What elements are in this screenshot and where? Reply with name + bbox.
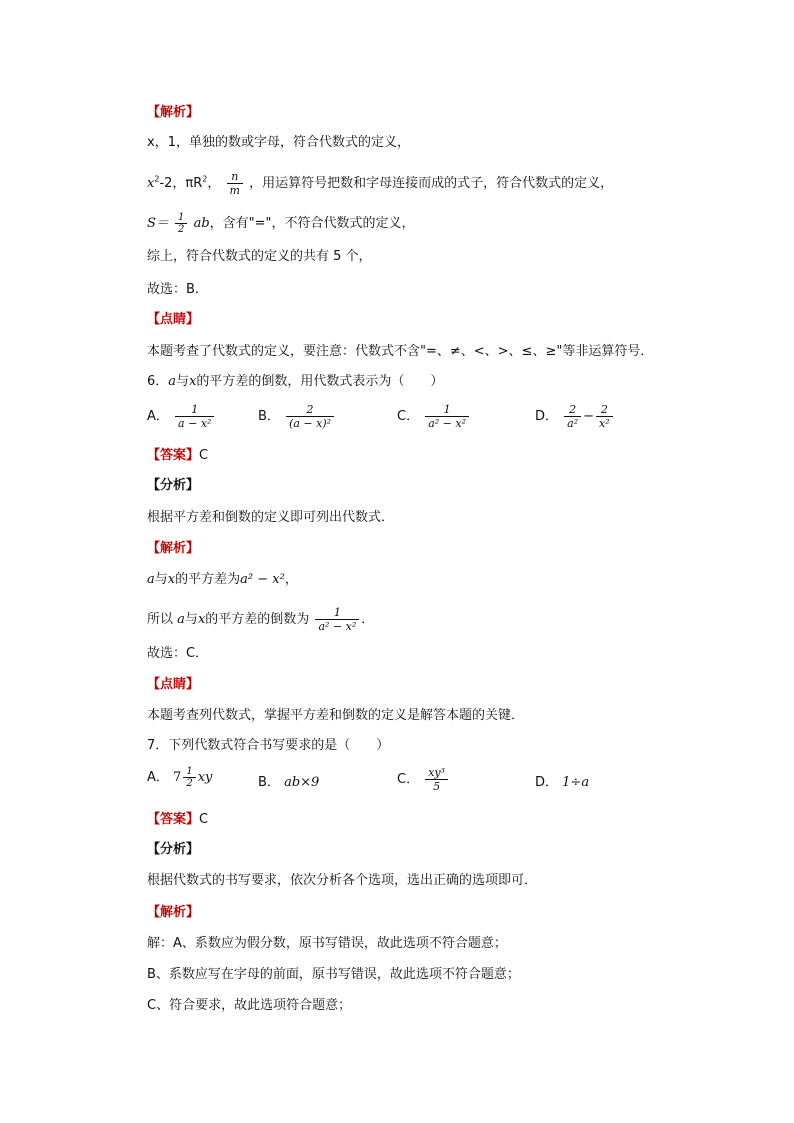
fraction: $\frac{\text{xy³}}{5}$ bbox=[425, 766, 448, 793]
fraction: $\frac{1}{2}$ bbox=[183, 766, 195, 789]
option-c: C． $\frac{1}{\text{a² − x²}}$ bbox=[397, 403, 471, 430]
fraction: $\frac{1}{\text{a² − x²}}$ bbox=[315, 606, 359, 633]
option-d: D． $\frac{2}{\text{a²}}$ − $\frac{2}{\text{x²}}$ bbox=[535, 403, 615, 430]
answer-line: 【答案】C bbox=[147, 812, 209, 827]
question-6-stem: 6．a与x的平方差的倒数，用代数式表示为（ ） bbox=[147, 374, 444, 389]
option-d: D． 1÷a bbox=[535, 775, 590, 790]
text-line: 故选：B． bbox=[147, 282, 208, 297]
fraction: $\frac{n}{m}$ bbox=[227, 170, 243, 197]
text-line: 故选：C． bbox=[147, 646, 209, 661]
option-c: C． $\frac{\text{xy³}}{5}$ bbox=[397, 766, 450, 793]
option-b: B． ab×9 bbox=[258, 775, 320, 790]
text-line: 所以 a与x的平方差的倒数为 $\frac{1}{\text{a² − x²}}$ ． bbox=[147, 606, 375, 633]
text-line: C、符合要求，故此选项符合题意； bbox=[147, 998, 352, 1013]
option-a: A． $\frac{1}{\text{a − x²}}$ bbox=[147, 403, 216, 430]
text-line: 解：A、系数应为假分数，原书写错误，故此选项不符合题意； bbox=[147, 936, 507, 951]
text-line: B、系数应写在字母的前面，原书写错误，故此选项不符合题意； bbox=[147, 967, 520, 982]
text-line: 根据平方差和倒数的定义即可列出代数式． bbox=[147, 510, 395, 525]
heading-jiexi: 【解析】 bbox=[147, 905, 200, 920]
heading-dianjing: 【点睛】 bbox=[147, 312, 200, 327]
text-line: $x^2-2$，$\pi R^2$， $\frac{n}{m}$ ，用运算符号把数和字母连接而成的式子，符合代数式的定义， bbox=[147, 170, 614, 197]
heading-fenxi: 【分析】 bbox=[147, 842, 200, 857]
heading-jiexi: 【解析】 bbox=[147, 105, 200, 120]
option-a: A． 7 $\frac{1}{2}$ xy bbox=[147, 766, 213, 789]
fraction: $\frac{2}{\text{x²}}$ bbox=[596, 403, 613, 430]
heading-jiexi: 【解析】 bbox=[147, 541, 200, 556]
option-b: B． $\frac{2}{\text{(a − x)²}}$ bbox=[258, 403, 336, 430]
question-7-stem: 7．下列代数式符合书写要求的是（ ） bbox=[147, 738, 390, 753]
fraction: $\frac{1}{\text{a − x²}}$ bbox=[175, 403, 214, 430]
fraction: $\frac{1}{\text{a² − x²}}$ bbox=[425, 403, 469, 430]
answer-line: 【答案】C bbox=[147, 448, 209, 463]
fraction: $\frac{2}{\text{(a − x)²}}$ bbox=[286, 403, 334, 430]
text-line: 综上，符合代数式的定义的共有 5 个， bbox=[147, 249, 372, 264]
heading-dianjing: 【点睛】 bbox=[147, 677, 200, 692]
text-line: x，1，单独的数或字母，符合代数式的定义， bbox=[147, 135, 410, 150]
text-line: 根据代数式的书写要求，依次分析各个选项，选出正确的选项即可． bbox=[147, 873, 538, 888]
text-line: a与x的平方差为a² − x²， bbox=[147, 572, 298, 587]
text-line: S＝ $\frac{1}{2}$ ab，含有"="，不符合代数式的定义， bbox=[147, 212, 415, 235]
text-line: 本题考查列代数式，掌握平方差和倒数的定义是解答本题的关键． bbox=[147, 708, 525, 723]
fraction: $\frac{1}{2}$ bbox=[175, 212, 187, 235]
text-line: 本题考查了代数式的定义，要注意：代数式不含"=、≠、<、>、≤、≥"等非运算符号． bbox=[147, 344, 654, 359]
heading-fenxi: 【分析】 bbox=[147, 478, 200, 493]
fraction: $\frac{2}{\text{a²}}$ bbox=[564, 403, 581, 430]
